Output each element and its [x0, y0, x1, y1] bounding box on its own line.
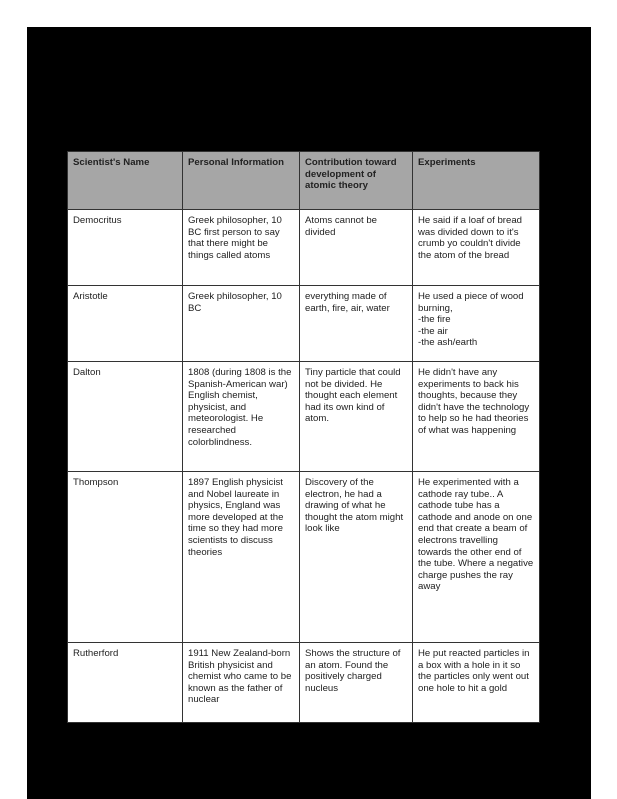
table-row [68, 286, 540, 362]
header-row [68, 152, 540, 210]
cell-personal: Greek philosopher, 10 BC [183, 286, 300, 362]
atomic-theory-table [67, 151, 540, 723]
header-experiments: Experiments [413, 152, 540, 210]
table-row [68, 472, 540, 643]
header-scientist-name: Scientist's Name [68, 152, 183, 210]
cell-name: Democritus [68, 210, 183, 286]
cell-name: Thompson [68, 472, 183, 643]
cell-name: Dalton [68, 362, 183, 472]
cell-experiments: He said if a loaf of bread was divided down to it's crumb yo couldn't divide the atom of the bread [413, 210, 540, 286]
cell-experiments: He put reacted particles in a box with a hole in it so the particles only went out one hole to hit a gold [413, 643, 540, 723]
cell-name: Aristotle [68, 286, 183, 362]
cell-personal: 1808 (during 1808 is the Spanish-American war) English chemist, physicist, and meteorologist. He researched colorblindness. [183, 362, 300, 472]
cell-contribution: Tiny particle that could not be divided. He thought each element had its own kind of atom. [300, 362, 413, 472]
cell-contribution: everything made of earth, fire, air, water [300, 286, 413, 362]
cell-contribution: Shows the structure of an atom. Found the positively charged nucleus [300, 643, 413, 723]
cell-experiments: He experimented with a cathode ray tube.. A cathode tube has a cathode and anode on one end that create a beam of electrons travelling towards the other end of the tube. Where a negative charge pushes the ray away [413, 472, 540, 643]
table-row [68, 643, 540, 723]
header-personal-information: Personal Information [183, 152, 300, 210]
cell-experiments: He didn't have any experiments to back his thoughts, because they didn't have the technology to help so he had theories of what was happening [413, 362, 540, 472]
cell-contribution: Discovery of the electron, he had a drawing of what he thought the atom might look like [300, 472, 413, 643]
cell-contribution: Atoms cannot be divided [300, 210, 413, 286]
header-contribution: Contribution toward development of atomic theory [300, 152, 413, 210]
cell-personal: Greek philosopher, 10 BC first person to say that there might be things called atoms [183, 210, 300, 286]
cell-personal: 1897 English physicist and Nobel laureate in physics, England was more developed at the time so they had more scientists to discuss theories [183, 472, 300, 643]
document-page [27, 27, 591, 799]
table-row [68, 362, 540, 472]
table-row [68, 210, 540, 286]
cell-personal: 1911 New Zealand-born British physicist and chemist who came to be known as the father of nuclear [183, 643, 300, 723]
cell-experiments: He used a piece of wood burning, -the fire -the air -the ash/earth [413, 286, 540, 362]
cell-name: Rutherford [68, 643, 183, 723]
